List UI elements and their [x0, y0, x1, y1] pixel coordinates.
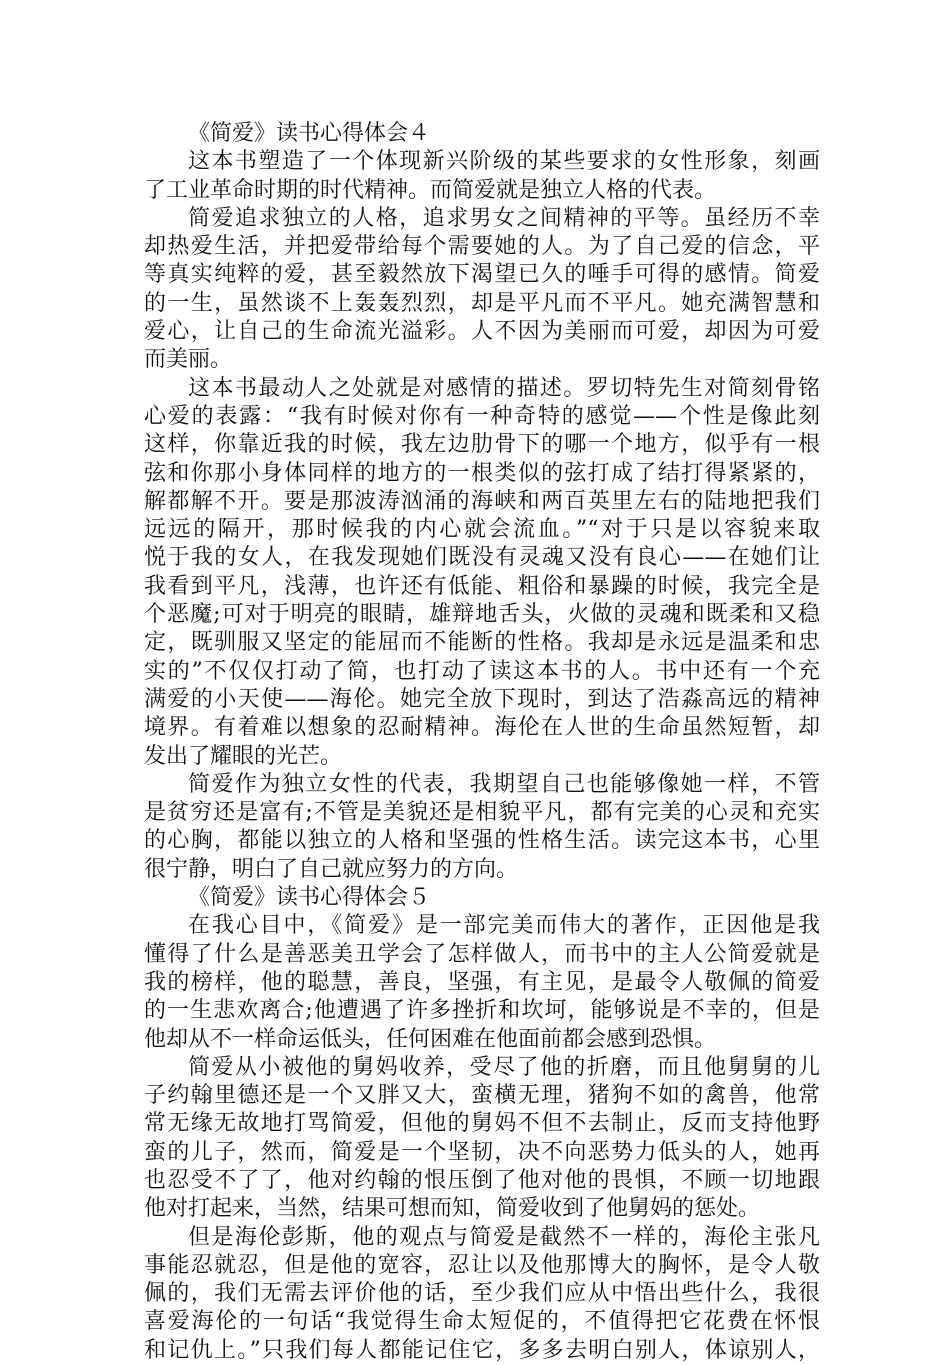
text-line: 懂得了什么是善恶美丑学会了怎样做人，而书中的主人公简爱就是 — [144, 941, 820, 967]
text-line: 但是海伦彭斯，他的观点与简爱是截然不一样的，海伦主张凡 — [188, 1224, 820, 1250]
text-line: 他却从不一样命运低头，任何困难在他面前都会感到恐惧。 — [144, 1026, 717, 1052]
text-line: 《简爱》读书心得体会４ — [188, 121, 431, 146]
text-line: 他对打起来，当然，结果可想而知，简爱收到了他舅妈的惩处。 — [144, 1196, 761, 1222]
text-line: 《简爱》读书心得体会５ — [188, 885, 431, 911]
text-line: 心爱的表露：“我有时候对你有一种奇特的感觉——个性是像此刻 — [144, 403, 820, 429]
text-line: 远远的隔开，那时候我的内心就会流血。”“对于只是以容貌来取 — [144, 517, 820, 543]
text-line: 事能忍就忍，但是他的宽容，忍让以及他那博大的胸怀，是令人敬 — [144, 1252, 820, 1278]
text-line: 佩的，我们无需去评价他的话，至少我们应从中悟出些什么，我很 — [144, 1281, 820, 1307]
text-line: 和记仇上。”只我们每人都能记住它，多多去明白别人，体谅别人， — [144, 1337, 820, 1363]
text-line: 子约翰里德还是一个又胖又大，蛮横无理，猪狗不如的禽兽，他常 — [144, 1083, 820, 1109]
text-line: 个恶魔;可对于明亮的眼睛，雄辩地舌头，火做的灵魂和既柔和又稳 — [144, 602, 820, 628]
text-line: 简爱追求独立的人格，追求男女之间精神的平等。虽经历不幸 — [188, 205, 820, 231]
text-line: 我的榜样，他的聪慧，善良，坚强，有主见，是最令人敬佩的简爱 — [144, 969, 820, 995]
text-line: 了工业革命时期的时代精神。而简爱就是独立人格的代表。 — [144, 177, 717, 203]
text-line: 而美丽。 — [144, 347, 233, 373]
text-line: 弦和你那小身体同样的地方的一根类似的弦打成了结打得紧紧的， — [144, 460, 820, 486]
text-line: 悦于我的女人，在我发现她们既没有灵魂又没有良心——在她们让 — [144, 545, 820, 571]
text-line: 的一生悲欢离合;他遭遇了许多挫折和坎坷，能够说是不幸的，但是 — [144, 998, 820, 1024]
text-line: 等真实纯粹的爱，甚至毅然放下渴望已久的唾手可得的感情。简爱 — [144, 262, 820, 288]
text-line: 发出了耀眼的光芒。 — [144, 743, 343, 769]
text-line: 我看到平凡，浅薄，也许还有低能、粗俗和暴躁的时候，我完全是 — [144, 573, 820, 599]
text-line: 满爱的小天使——海伦。她完全放下现时，到达了浩淼高远的精神 — [144, 686, 820, 712]
text-line: 蛮的儿子，然而，简爱是一个坚韧，决不向恶势力低头的人，她再 — [144, 1139, 820, 1165]
text-line: 在我心目中，《简爱》是一部完美而伟大的著作，正因他是我 — [188, 913, 820, 939]
text-line: 的心胸，都能以独立的人格和坚强的性格生活。读完这本书，心里 — [144, 828, 820, 854]
text-line: 也忍受不了了，他对约翰的恨压倒了他对他的畏惧，不顾一切地跟 — [144, 1167, 820, 1193]
text-line: 很宁静，明白了自己就应努力的方向。 — [144, 856, 519, 882]
text-line: 解都解不开。要是那波涛汹涌的海峡和两百英里左右的陆地把我们 — [144, 488, 820, 514]
text-line: 这样，你靠近我的时候，我左边肋骨下的哪一个地方，似乎有一根 — [144, 432, 820, 458]
document-body — [144, 120, 820, 1365]
text-line: 常无缘无故地打骂简爱，但他的舅妈不但不去制止，反而支持他野 — [144, 1111, 820, 1137]
text-line: 定，既驯服又坚定的能屈而不能断的性格。我却是永远是温柔和忠 — [144, 630, 820, 656]
text-line: 爱心，让自己的生命流光溢彩。人不因为美丽而可爱，却因为可爱 — [144, 319, 820, 345]
text-line: 的一生，虽然谈不上轰轰烈烈，却是平凡而不平凡。她充满智慧和 — [144, 290, 820, 316]
text-line: 简爱从小被他的舅妈收养，受尽了他的折磨，而且他舅舅的儿 — [188, 1054, 820, 1080]
text-line: 喜爱海伦的一句话“我觉得生命太短促的，不值得把它花费在怀恨 — [144, 1309, 820, 1335]
text-line: 是贫穷还是富有;不管是美貌还是相貌平凡，都有完美的心灵和充实 — [144, 800, 820, 826]
text-line: 实的”不仅仅打动了简，也打动了读这本书的人。书中还有一个充 — [144, 658, 820, 684]
text-line: 却热爱生活，并把爱带给每个需要她的人。为了自己爱的信念，平 — [144, 234, 820, 260]
text-line: 简爱作为独立女性的代表，我期望自己也能够像她一样，不管 — [188, 771, 820, 797]
text-line: 这本书最动人之处就是对感情的描述。罗切特先生对简刻骨铭 — [188, 375, 820, 401]
text-line: 这本书塑造了一个体现新兴阶级的某些要求的女性形象，刻画 — [188, 149, 820, 175]
text-line: 境界。有着难以想象的忍耐精神。海伦在人世的生命虽然短暂，却 — [144, 715, 820, 741]
